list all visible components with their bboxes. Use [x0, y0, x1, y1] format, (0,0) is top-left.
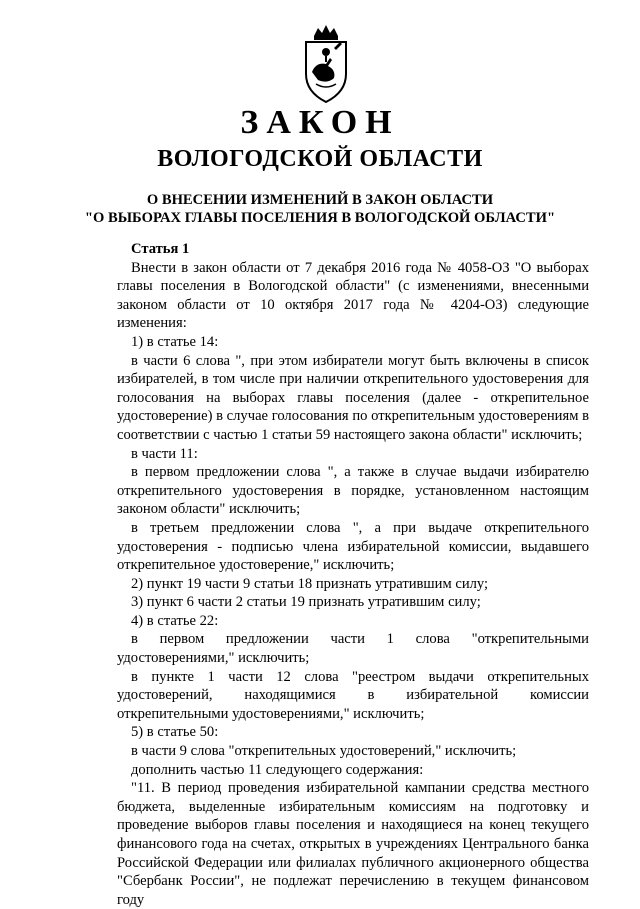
region-title: ВОЛОГОДСКОЙ ОБЛАСТИ [157, 146, 483, 172]
paragraph: 4) в статье 22: [131, 612, 219, 629]
paragraph: дополнить частью 11 следующего содержания: [131, 761, 424, 778]
paragraph: в первом предложении части 1 слова "открепительными удостоверениями," исключить; [117, 631, 589, 667]
paragraph: 2) пункт 19 части 9 статьи 18 признать утратившим силу; [131, 575, 489, 592]
paragraph: 1) в статье 14: [131, 333, 219, 350]
paragraph: в части 6 слова ", при этом избиратели могут быть включены в список избирателей, в том числе при наличии открепительного удостоверения для голосования на выборах главы поселения (далее - открепительное удостоверение) в случае голосования по открепительным удостоверениям в соответствии с частью 1 статьи 59 настоящего закона области" исключить; [117, 352, 589, 443]
paragraph: "11. В период проведения избирательной кампании средства местного бюджета, выделенные избирательным комиссиям на подготовку и проведение выборов главы поселения и находящиеся на конец текущего финансового года на счетах, открытых в учреждениях Центрального банка Российской Федерации или филиалах публичного акционерного общества "Сбербанк России", не подлежат перечислению в текущем финансовом году [117, 780, 589, 908]
article-heading: Статья 1 [131, 241, 190, 257]
subtitle-line-2: "О ВЫБОРАХ ГЛАВЫ ПОСЕЛЕНИЯ В ВОЛОГОДСКОЙ ОБЛАСТИ" [84, 210, 556, 226]
article-body [117, 240, 589, 909]
paragraph: в части 9 слова "открепительных удостоверений," исключить; [131, 743, 517, 760]
law-title: ЗАКОН [240, 104, 400, 141]
paragraph: Внести в закон области от 7 декабря 2016 года № 4058-ОЗ "О выборах главы поселения в Вологодской области" (с изменениями, внесенными законом области от 10 октября 2017 года № 4204-ОЗ) следующие изменения: [117, 259, 589, 332]
paragraph: в первом предложении слова ", а также в случае выдачи избирателю открепительного удостоверения в порядке, установленном настоящим законом области" исключить; [117, 464, 589, 518]
paragraph: в третьем предложении слова ", а при выдаче открепительного удостоверения - подписью члена избирательной комиссии, выдавшего открепительное удостоверение," исключить; [117, 519, 589, 574]
paragraph: 3) пункт 6 части 2 статьи 19 признать утратившим силу; [131, 594, 481, 611]
paragraph: в пункте 1 части 12 слова "реестром выдачи открепительных удостоверений, находящимися в избирательной комиссии открепительными удостоверениями," исключить; [117, 668, 589, 722]
paragraph: 5) в статье 50: [131, 724, 219, 741]
subtitle-line-1: О ВНЕСЕНИИ ИЗМЕНЕНИЙ В ЗАКОН ОБЛАСТИ [146, 192, 494, 208]
vologda-coat-of-arms-icon [296, 22, 356, 112]
paragraph: в части 11: [131, 445, 198, 462]
